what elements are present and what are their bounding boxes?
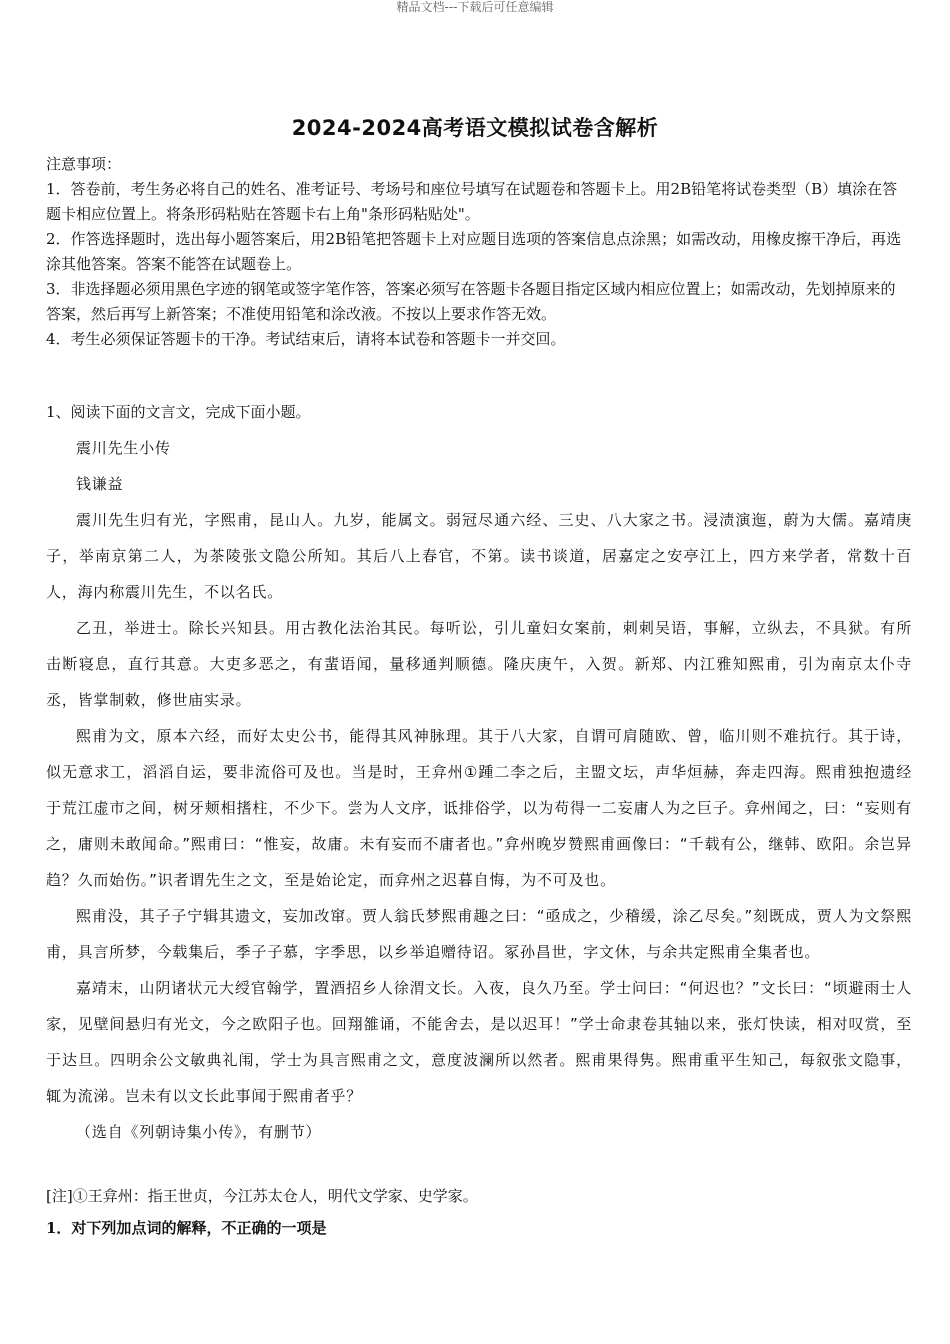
question-intro-block [46, 400, 906, 425]
exam-notes [46, 152, 906, 352]
page-title: 2024-2024高考语文模拟试卷含解析 [291, 116, 659, 140]
notes-heading: 注意事项： [46, 155, 122, 173]
annotation-note: [注]①王弇州：指王世贞，今江苏太仓人，明代文学家、史学家。 [46, 1187, 478, 1205]
sub-question: 1．对下列加点词的解释，不正确的一项是 [46, 1219, 327, 1237]
notes-item: 2．作答选择题时，选出每小题答案后，用2B铅笔把答题卡上对应题目选项的答案信息点涂黑；如需改动，用橡皮擦干净后，再选涂其他答案。答案不能答在试题卷上。 [46, 230, 902, 273]
notes-item: 3．非选择题必须用黑色字迹的钢笔或签字笔作答，答案必须写在答题卡各题目指定区域内相应位置上；如需改动，先划掉原来的答案，然后再写上新答案；不准使用铅笔和涂改液。不按以上要求作答无效。 [46, 280, 896, 323]
passage-title: 震川先生小传 [76, 439, 171, 457]
passage [46, 430, 912, 1150]
passage-paragraph: 嘉靖末，山阴诸状元大绶官翰学，置酒招乡人徐渭文长。入夜，良久乃至。学士问曰：“何迟也？”文长曰：“顷避雨士人家，见壁间悬归有光文，今之欧阳子也。回翔雒诵，不能舍去，是以迟耳！”学士命隶卷其轴以来，张灯快读，相对叹赏，至于达旦。四明余公文敏典礼闱，学士为具言熙甫之文，意度波澜所以然者。熙甫果得隽。熙甫重平生知己，每叙张文隐事，辄为流涕。岂未有以文长此事闻于熙甫者乎？ [46, 979, 912, 1105]
page-header-note: 精品文档---下载后可任意编辑 [396, 0, 554, 14]
notes-item: 4．考生必须保证答题卡的干净。考试结束后，请将本试卷和答题卡一并交回。 [46, 330, 566, 348]
passage-footer [46, 1180, 912, 1244]
passage-author: 钱谦益 [76, 475, 124, 493]
notes-item: 1．答卷前，考生务必将自己的姓名、准考证号、考场号和座位号填写在试题卷和答题卡上。用2B铅笔将试卷类型（B）填涂在答题卡相应位置上。将条形码粘贴在答题卡右上角"条形码粘贴处"。 [46, 180, 898, 223]
passage-paragraph: 乙丑，举进士。除长兴知县。用古教化法治其民。每听讼，引儿童妇女案前，刺刺吴语，事解，立纵去，不具狱。有所击断寝息，直行其意。大吏多恶之，有蜚语闻，量移通判顺德。隆庆庚午，入贺。新郑、内江雅知熙甫，引为南京太仆寺丞，皆掌制敕，修世庙实录。 [46, 619, 912, 709]
passage-paragraph: 熙甫没，其子子宁辑其遗文，妄加改窜。贾人翁氏梦熙甫趣之曰：“亟成之，少稽缓，涂乙尽矣。”刻既成，贾人为文祭熙甫，具言所梦，今载集后，季子子慕，字季思，以乡举追赠待诏。冢孙昌世，字文休，与余共定熙甫全集者也。 [46, 907, 912, 961]
passage-source: （选自《列朝诗集小传》，有删节） [76, 1123, 322, 1141]
passage-paragraph: 震川先生归有光，字熙甫，昆山人。九岁，能属文。弱冠尽通六经、三史、八大家之书。浸渍演迤，蔚为大儒。嘉靖庚子，举南京第二人，为茶陵张文隐公所知。其后八上春官，不第。读书谈道，居嘉定之安亭江上，四方来学者，常数十百人，海内称震川先生，不以名氏。 [46, 511, 912, 601]
passage-paragraph: 熙甫为文，原本六经，而好太史公书，能得其风神脉理。其于八大家，自谓可肩随欧、曾，临川则不难抗行。其于诗，似无意求工，滔滔自运，要非流俗可及也。当是时，王弇州①踵二李之后，主盟文坛，声华烜赫，奔走四海。熙甫独抱遗经于荒江虚市之间，树牙颊相搘柱，不少下。尝为人文序，诋排俗学，以为苟得一二妄庸人为之巨子。弇州闻之，曰：“妄则有之，庸则未敢闻命。”熙甫曰：“惟妄，故庸。未有妄而不庸者也。”弇州晚岁赞熙甫画像曰：“千载有公，继韩、欧阳。余岂异趋？久而始伤。”识者谓先生之文，至是始论定，而弇州之迟暮自悔，为不可及也。 [46, 727, 912, 889]
question-intro: 1、阅读下面的文言文，完成下面小题。 [46, 403, 311, 421]
